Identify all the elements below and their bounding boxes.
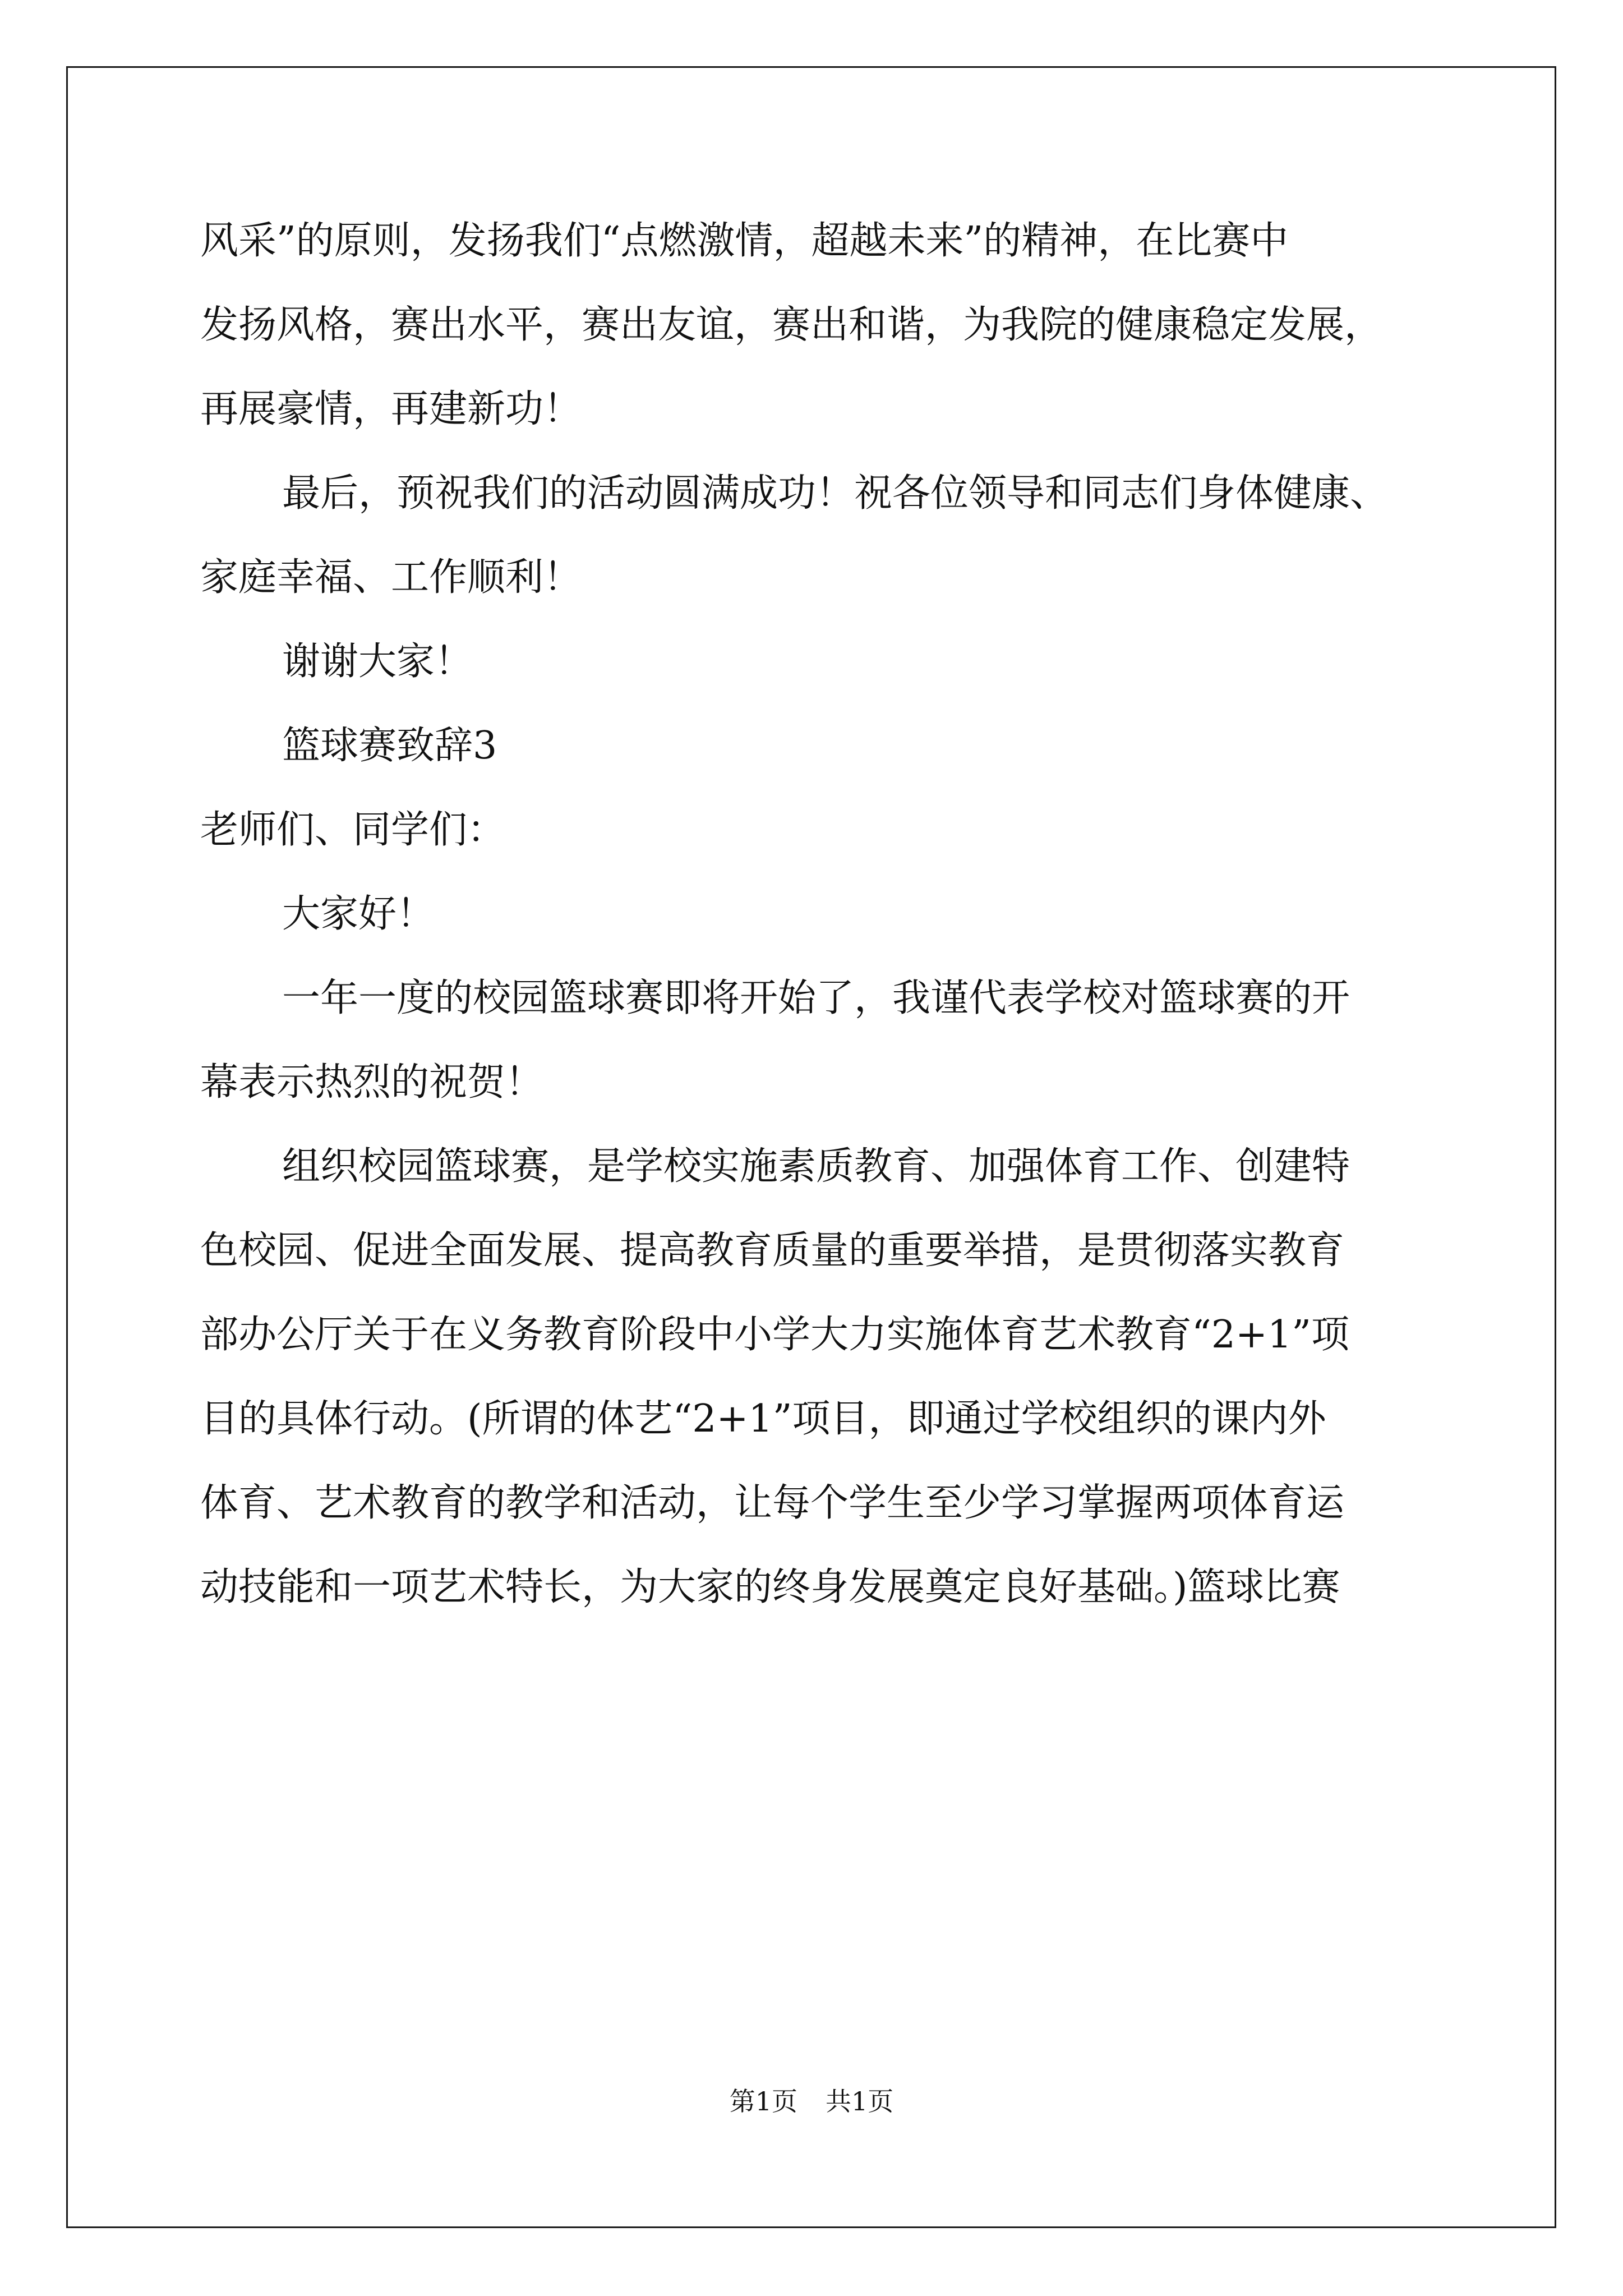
text-line: 再展豪情，再建新功！ [200, 387, 582, 431]
page-number-total: 共1页 [826, 2086, 894, 2116]
text-line: 组织校园篮球赛，是学校实施素质教育、加强体育工作、创建特 [282, 1144, 1350, 1189]
salutation: 老师们、同学们： [200, 808, 506, 852]
text-line: 部办公厅关于在义务教育阶段中小学大力实施体育艺术教育“2+1”项 [200, 1313, 1350, 1357]
text-line: 动技能和一项艺术特长，为大家的终身发展奠定良好基础。)篮球比赛 [200, 1565, 1340, 1609]
text-line: 目的具体行动。(所谓的体艺“2+1”项目，即通过学校组织的课内外 [200, 1397, 1326, 1441]
text-line: 幕表示热烈的祝贺！ [200, 1060, 544, 1105]
text-line: 风采”的原则，发扬我们“点燃激情，超越未来”的精神，在比赛中 [200, 219, 1289, 263]
text-line: 色校园、促进全面发展、提高教育质量的重要举措，是贯彻落实教育 [200, 1228, 1345, 1273]
greeting: 大家好！ [282, 892, 435, 936]
text-line: 一年一度的校园篮球赛即将开始了，我谨代表学校对篮球赛的开 [282, 976, 1350, 1020]
text-line: 体育、艺术教育的教学和活动，让每个学生至少学习掌握两项体育运 [200, 1481, 1345, 1525]
text-line: 家庭幸福、工作顺利！ [200, 555, 582, 600]
page-footer [0, 2085, 1623, 2118]
text-line: 谢谢大家！ [282, 639, 473, 684]
section-heading: 篮球赛致辞3 [282, 724, 497, 768]
page-number-current: 第1页 [729, 2086, 797, 2116]
text-line: 最后，预祝我们的活动圆满成功！祝各位领导和同志们身体健康、 [282, 471, 1389, 516]
text-line: 发扬风格，赛出水平，赛出友谊，赛出和谐，为我院的健康稳定发展， [200, 303, 1383, 347]
